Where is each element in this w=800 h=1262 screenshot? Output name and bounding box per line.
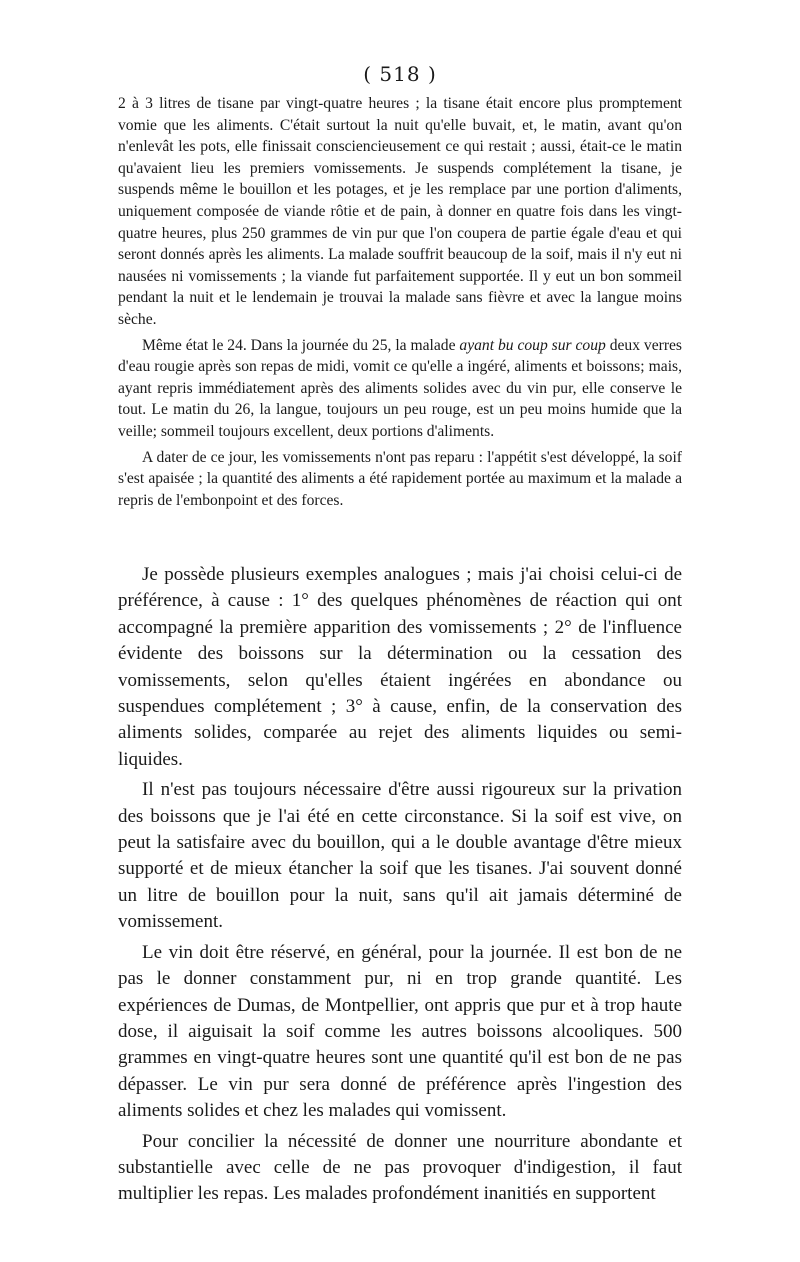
main-paragraph-2: Il n'est pas toujours nécessaire d'être aussi rigoureux sur la privation des boissons que je l'ai été en cette circonstance. Si la soif est vive, on peut la satisfaire avec du bouillon, qui a le double avantage d'être mieux supporté et de mieux étancher la soif que les tisanes. J'ai souvent donné un litre de bouillon pour la nuit, sans qu'il ait jamais déterminé de vomissement. bbox=[118, 779, 682, 933]
main-paragraph-1: Je possède plusieurs exemples analogues ; mais j'ai choisi celui-ci de préférence, à cause : 1° des quelques phénomènes de réaction qui ont accompagné la première apparition des vomissements ; 2° de l'influence évidente des boissons sur la détermination ou la cessation des vomissements, selon qu'elles étaient ingérées en abondance ou suspendues complétement ; 3° à cause, enfin, de la conservation des aliments solides, comparée au rejet des aliments liquides ou semi-liquides. bbox=[118, 564, 682, 770]
main-text-block bbox=[118, 562, 682, 1208]
case-paragraph-2-end: deux verres d'eau rougie après son repas de midi, vomit ce qu'elle a ingéré, aliments et boissons; mais, ayant repris immédiatement après des aliments solides avec du vin pur, elle conserve le tout. Le matin du 26, la langue, toujours un peu rouge, est un peu moins humide que la veille; sommeil toujours excellent, deux portions d'aliments. bbox=[118, 336, 682, 440]
main-paragraph-4: Pour concilier la nécessité de donner une nourriture abondante et substantielle avec celle de ne pas provoquer d'indigestion, il faut multiplier les repas. Les malades profondément inanitiés en supportent bbox=[118, 1130, 682, 1205]
case-paragraph-1: 2 à 3 litres de tisane par vingt-quatre heures ; la tisane était encore plus promptement vomie que les aliments. C'était surtout la nuit qu'elle buvait, et, le matin, avant qu'on n'enlevât les pots, elle finissait consciencieusement ce qui restait ; aussi, était-ce le matin qu'avaient lieu les premiers vomissements. Je suspends complétement la tisane, je suspends même le bouillon et les potages, et je les remplace par une portion d'aliments, uniquement composée de viande rôtie et de pain, à donner en quatre fois dans les vingt-quatre heures, plus 250 grammes de vin pur que l'on coupera de partie égale d'eau et qui seront donnés après les aliments. La malade souffrit beaucoup de la soif, mais il n'y eut ni nausées ni vomissements ; la viande fut parfaitement supportée. Il y eut un bon sommeil pendant la nuit et le lendemain je trouvai la malade sans fièvre et avec la langue moins sèche. bbox=[118, 95, 682, 328]
case-paragraph-3: A dater de ce jour, les vomissements n'ont pas reparu : l'appétit s'est développé, la soif s'est apaisée ; la quantité des aliments a été rapidement portée au maximum et la malade a repris de l'embonpoint et des forces. bbox=[118, 448, 682, 509]
case-paragraph-2 bbox=[118, 335, 682, 443]
case-report-block bbox=[118, 93, 682, 511]
case-paragraph-2-start: Même état le 24. Dans la journée du 25, la malade bbox=[142, 336, 460, 354]
main-paragraph-3: Le vin doit être réservé, en général, pour la journée. Il est bon de ne pas le donner constamment pur, ni en trop grande quantité. Les expériences de Dumas, de Montpellier, ont appris que pur et à trop haute dose, il aiguisait la soif comme les autres boissons alcooliques. 500 grammes en vingt-quatre heures sont une quantité qu'il est bon de ne pas dépasser. Le vin pur sera donné de préférence après l'ingestion des aliments solides et chez les malades qui vomissent. bbox=[118, 941, 682, 1122]
case-paragraph-2-italic: ayant bu coup sur coup bbox=[459, 336, 606, 354]
page-number: ( 518 ) bbox=[363, 62, 437, 86]
